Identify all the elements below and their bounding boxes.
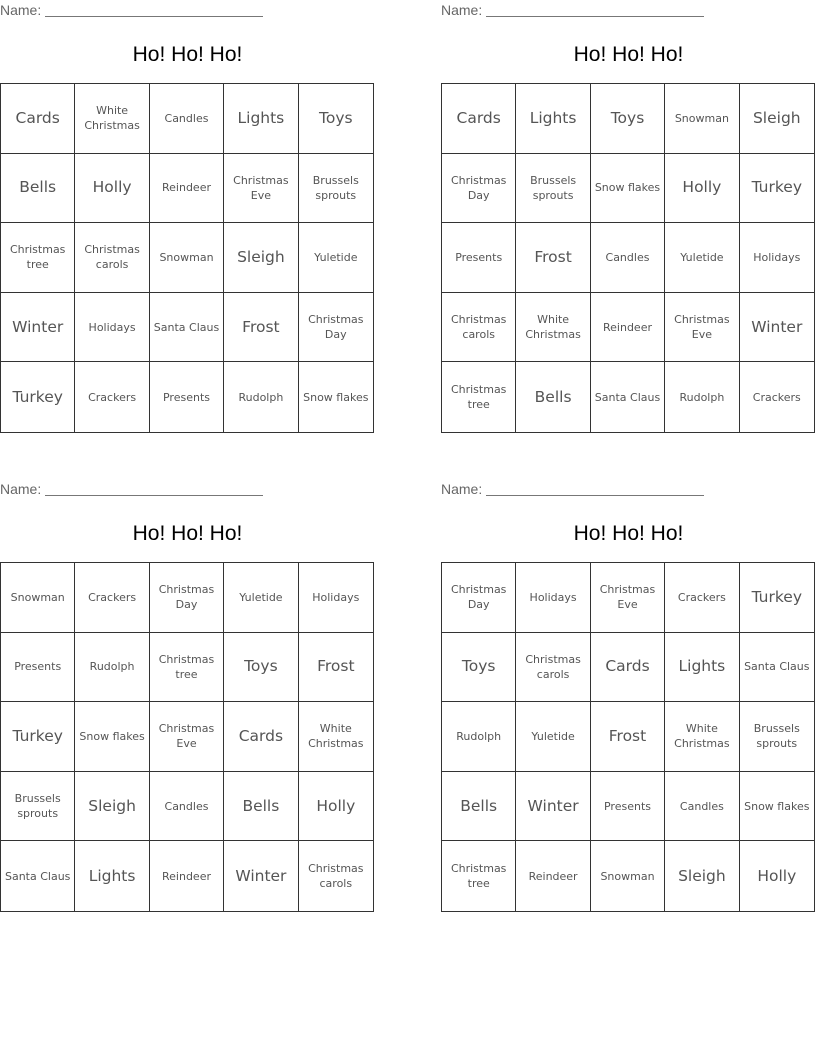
bingo-cell[interactable]: Holidays: [75, 293, 149, 363]
bingo-cell[interactable]: Christmas tree: [1, 223, 75, 293]
bingo-cell[interactable]: Yuletide: [224, 563, 298, 633]
bingo-cell[interactable]: Cards: [442, 84, 516, 154]
bingo-cell[interactable]: Frost: [299, 633, 373, 703]
bingo-cell[interactable]: White Christmas: [665, 702, 739, 772]
bingo-cell[interactable]: Lights: [665, 633, 739, 703]
bingo-cell[interactable]: Holly: [75, 154, 149, 224]
bingo-cell[interactable]: Snow flakes: [303, 390, 369, 404]
bingo-cell[interactable]: Reindeer: [591, 293, 665, 363]
bingo-cell[interactable]: Lights: [224, 84, 298, 154]
bingo-grid: [0, 562, 374, 912]
bingo-cell[interactable]: Brussels sprouts: [299, 154, 373, 224]
bingo-cell[interactable]: Sleigh: [665, 841, 739, 911]
bingo-cell[interactable]: Winter: [516, 772, 590, 842]
bingo-cell[interactable]: Yuletide: [516, 702, 590, 772]
bingo-cell[interactable]: Presents: [442, 223, 516, 293]
bingo-cell[interactable]: Rudolph: [665, 362, 739, 432]
name-blank-line[interactable]: [45, 2, 263, 17]
bingo-cell[interactable]: Christmas Eve: [224, 154, 298, 224]
bingo-cell[interactable]: Cards: [591, 633, 665, 703]
bingo-cell[interactable]: Frost: [516, 223, 590, 293]
bingo-cell[interactable]: Bells: [1, 154, 75, 224]
bingo-cell[interactable]: Christmas carols: [308, 862, 364, 891]
bingo-cell[interactable]: Winter: [740, 293, 814, 363]
name-field[interactable]: [441, 0, 704, 20]
bingo-cell[interactable]: Presents: [1, 633, 75, 703]
bingo-cell[interactable]: Reindeer: [150, 841, 224, 911]
name-field[interactable]: [441, 479, 704, 499]
bingo-cell[interactable]: Cards: [1, 84, 75, 154]
bingo-cell[interactable]: Turkey: [740, 154, 814, 224]
card-title: Ho! Ho! Ho!: [573, 522, 684, 545]
bingo-cell[interactable]: Lights: [516, 84, 590, 154]
bingo-cell[interactable]: Turkey: [740, 563, 814, 633]
bingo-cell[interactable]: Frost: [224, 293, 298, 363]
bingo-cell[interactable]: Winter: [224, 841, 298, 911]
bingo-cell[interactable]: Christmas Day: [442, 563, 516, 633]
bingo-cell[interactable]: Santa Claus: [740, 633, 814, 703]
name-field[interactable]: [0, 0, 263, 20]
bingo-cell[interactable]: Snow flakes: [75, 702, 149, 772]
bingo-cell[interactable]: Crackers: [752, 390, 801, 404]
bingo-cell[interactable]: Christmas Eve: [591, 563, 665, 633]
bingo-cell[interactable]: Sleigh: [224, 223, 298, 293]
bingo-cell[interactable]: Christmas tree: [442, 841, 516, 911]
bingo-cell[interactable]: Christmas Eve: [665, 293, 739, 363]
bingo-cell[interactable]: Sleigh: [75, 772, 149, 842]
name-field[interactable]: [0, 479, 263, 499]
name-blank-line[interactable]: [45, 481, 263, 496]
card-title: Ho! Ho! Ho!: [132, 522, 243, 545]
bingo-grid: [441, 83, 815, 433]
bingo-cell[interactable]: Rudolph: [224, 362, 298, 432]
bingo-cell[interactable]: Candles: [150, 772, 224, 842]
bingo-cell[interactable]: Christmas Eve: [150, 702, 224, 772]
bingo-cell[interactable]: Snowman: [1, 563, 75, 633]
bingo-cell[interactable]: Frost: [591, 702, 665, 772]
bingo-cell[interactable]: Reindeer: [516, 841, 590, 911]
bingo-cell[interactable]: Crackers: [665, 563, 739, 633]
bingo-cell[interactable]: Christmas carols: [516, 633, 590, 703]
name-label: Name:: [0, 2, 42, 18]
bingo-grid: [0, 83, 374, 433]
bingo-cell[interactable]: Reindeer: [150, 154, 224, 224]
bingo-cell[interactable]: Holidays: [740, 223, 814, 293]
card-title: Ho! Ho! Ho!: [573, 43, 684, 66]
bingo-cell[interactable]: Bells: [224, 772, 298, 842]
bingo-cell[interactable]: Christmas tree: [442, 362, 516, 432]
bingo-cell[interactable]: Snowman: [591, 841, 665, 911]
bingo-cell[interactable]: Snow flakes: [740, 772, 814, 842]
bingo-cell[interactable]: Toys: [591, 84, 665, 154]
bingo-cell[interactable]: Presents: [150, 362, 224, 432]
bingo-cell[interactable]: Candles: [150, 84, 224, 154]
bingo-cell[interactable]: Candles: [665, 772, 739, 842]
bingo-cell[interactable]: Candles: [591, 223, 665, 293]
bingo-cell[interactable]: Toys: [299, 84, 373, 154]
bingo-grid: [441, 562, 815, 912]
bingo-cell[interactable]: Brussels sprouts: [1, 772, 75, 842]
bingo-cell[interactable]: Bells: [442, 772, 516, 842]
bingo-cell[interactable]: Toys: [224, 633, 298, 703]
bingo-cell[interactable]: Yuletide: [665, 223, 739, 293]
bingo-cell[interactable]: Holidays: [516, 563, 590, 633]
bingo-cell[interactable]: Santa Claus: [591, 362, 665, 432]
bingo-cell[interactable]: White Christmas: [75, 84, 149, 154]
bingo-cell[interactable]: Yuletide: [299, 223, 373, 293]
bingo-cell[interactable]: White Christmas: [299, 702, 373, 772]
bingo-cell[interactable]: Christmas Day: [442, 154, 516, 224]
name-blank-line[interactable]: [486, 2, 704, 17]
bingo-cell[interactable]: Christmas tree: [150, 633, 224, 703]
bingo-cell[interactable]: Christmas Day: [299, 293, 373, 363]
bingo-cell[interactable]: Toys: [442, 633, 516, 703]
bingo-cell[interactable]: Snowman: [665, 84, 739, 154]
bingo-cell[interactable]: Turkey: [1, 362, 75, 432]
bingo-cell[interactable]: Lights: [75, 841, 149, 911]
bingo-cell[interactable]: White Christmas: [516, 293, 590, 363]
bingo-cell[interactable]: Christmas carols: [75, 223, 149, 293]
bingo-cell[interactable]: Holly: [757, 866, 797, 885]
bingo-cell[interactable]: Crackers: [75, 362, 149, 432]
bingo-cell[interactable]: Santa Claus: [150, 293, 224, 363]
bingo-cell[interactable]: Rudolph: [442, 702, 516, 772]
bingo-cell[interactable]: Winter: [1, 293, 75, 363]
name-blank-line[interactable]: [486, 481, 704, 496]
bingo-cell[interactable]: Rudolph: [75, 633, 149, 703]
bingo-cell[interactable]: Santa Claus: [1, 841, 75, 911]
card-title: Ho! Ho! Ho!: [132, 43, 243, 66]
bingo-cell[interactable]: Sleigh: [740, 84, 814, 154]
bingo-cell[interactable]: Brussels sprouts: [516, 154, 590, 224]
bingo-cell[interactable]: Snowman: [150, 223, 224, 293]
bingo-cell[interactable]: Holly: [665, 154, 739, 224]
name-label: Name:: [441, 2, 483, 18]
bingo-cell[interactable]: Christmas Day: [150, 563, 224, 633]
name-label: Name:: [0, 481, 42, 497]
bingo-cell[interactable]: Turkey: [1, 702, 75, 772]
bingo-cell[interactable]: Bells: [516, 362, 590, 432]
bingo-cell[interactable]: Holly: [299, 772, 373, 842]
bingo-cell[interactable]: Snow flakes: [591, 154, 665, 224]
name-label: Name:: [441, 481, 483, 497]
bingo-cell[interactable]: Crackers: [75, 563, 149, 633]
bingo-cell[interactable]: Christmas carols: [442, 293, 516, 363]
bingo-cell[interactable]: Brussels sprouts: [740, 702, 814, 772]
bingo-cell[interactable]: Presents: [591, 772, 665, 842]
bingo-cell[interactable]: Cards: [224, 702, 298, 772]
bingo-cell[interactable]: Holidays: [299, 563, 373, 633]
